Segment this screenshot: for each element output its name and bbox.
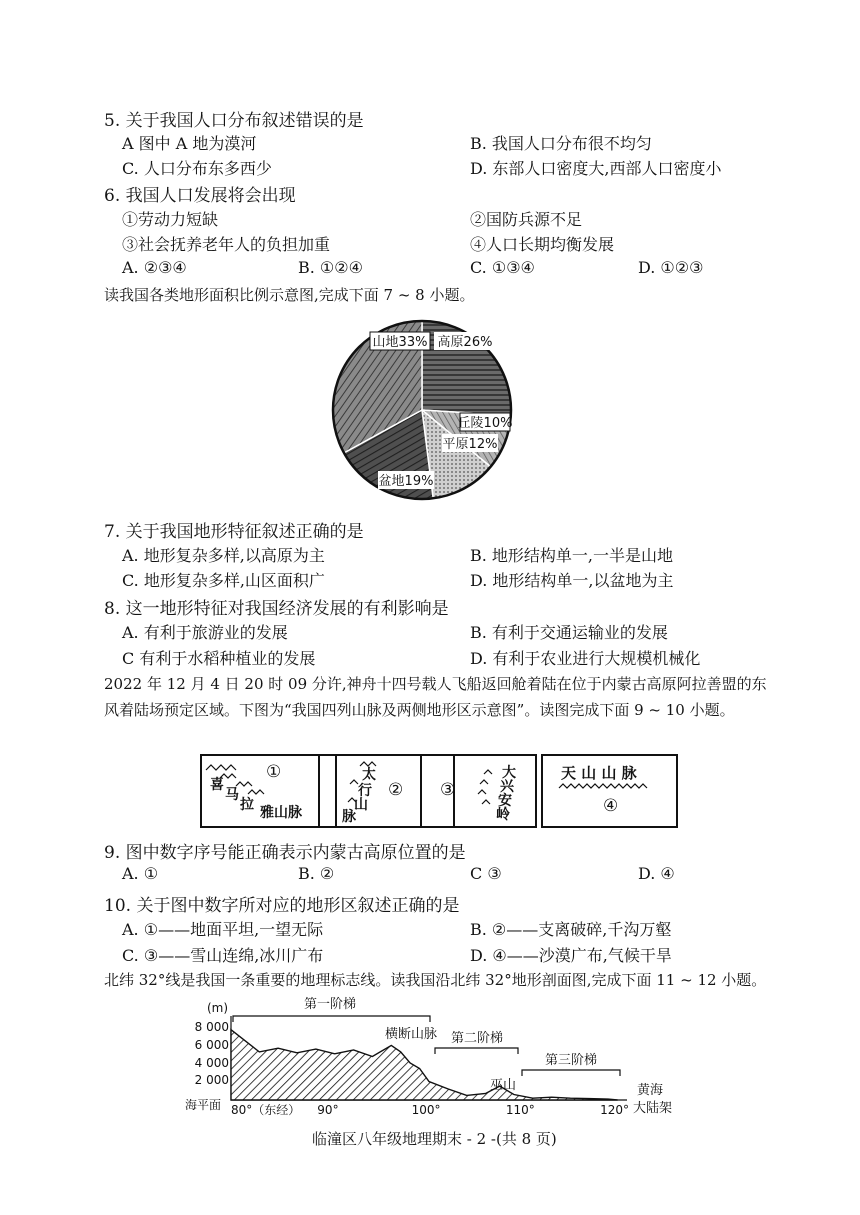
landform-pie-chart bbox=[330, 318, 514, 502]
q6-stem: 6. 我国人口发展将会出现 bbox=[104, 186, 296, 206]
profile-xtick: 120° bbox=[600, 1103, 630, 1117]
profile-xtick: 110° bbox=[505, 1103, 535, 1117]
panel-1-char-2: 马 bbox=[225, 787, 239, 803]
panel-3 bbox=[420, 754, 537, 828]
panel-3-char-2: 兴 bbox=[500, 779, 514, 795]
q8-stem: 8. 这一地形特征对我国经济发展的有利影响是 bbox=[104, 599, 449, 619]
panel-2-char-3: 山 bbox=[354, 797, 368, 813]
profile-xtick: 90° bbox=[317, 1103, 339, 1117]
profile-yellow-sea: 黄海 bbox=[637, 1083, 664, 1098]
q8-option-b: B. 有利于交通运输业的发展 bbox=[470, 623, 668, 642]
q10-stem: 10. 关于图中数字所对应的地形区叙述正确的是 bbox=[104, 896, 460, 916]
profile-step1: 第一阶梯 bbox=[303, 997, 357, 1012]
q7-option-b: B. 地形结构单一,一半是山地 bbox=[470, 546, 674, 565]
profile-step2: 第二阶梯 bbox=[450, 1031, 504, 1046]
profile-wushan: 巫山 bbox=[490, 1078, 517, 1093]
profile-ytick-8000: 8 000 bbox=[194, 1020, 229, 1034]
q9-option-c: C ③ bbox=[470, 864, 502, 883]
q6-statement-2: ②国防兵源不足 bbox=[470, 210, 583, 229]
profile-ytick-6000: 6 000 bbox=[194, 1038, 229, 1052]
profile-shelf: 大陆架 bbox=[633, 1101, 673, 1116]
q6-statement-4: ④人口长期均衡发展 bbox=[470, 235, 615, 254]
q6-option-b: B. ①②④ bbox=[298, 258, 363, 277]
q8-option-a: A. 有利于旅游业的发展 bbox=[122, 623, 288, 642]
panel-4 bbox=[541, 754, 678, 828]
passage-9-10: 2022 年 12 月 4 日 20 时 09 分许,神舟十四号载人飞船返回舱着陆在位于内蒙古高原阿拉善盟的东风着陆场预定区域。下图为“我国四列山脉及两侧地形区示意图”。读图完成下面 9 ~ 10 小题。 bbox=[104, 675, 767, 719]
panel-2-number: ② bbox=[388, 780, 404, 800]
panel-2-char-2: 行 bbox=[358, 783, 372, 799]
q6-option-d: D. ①②③ bbox=[638, 258, 704, 277]
q10-option-b: B. ②——支离破碎,千沟万壑 bbox=[470, 920, 672, 939]
q8-option-d: D. 有利于农业进行大规模机械化 bbox=[470, 649, 701, 668]
pie-label-plain: 平原12% bbox=[442, 437, 498, 452]
panel-3-char-3: 安 bbox=[498, 793, 512, 809]
q7-option-a: A. 地形复杂多样,以高原为主 bbox=[122, 546, 325, 565]
profile-xtick: 80°（东经） bbox=[231, 1103, 301, 1117]
q5-stem: 5. 关于我国人口分布叙述错误的是 bbox=[104, 111, 364, 131]
pie-label-mountain: 山地33% bbox=[372, 335, 428, 350]
q7-option-d: D. 地形结构单一,以盆地为主 bbox=[470, 571, 674, 590]
q6-statement-1: ①劳动力短缺 bbox=[122, 210, 219, 229]
panel-4-number: ④ bbox=[603, 796, 619, 816]
lead-11-12: 北纬 32°线是我国一条重要的地理标志线。读我国沿北纬 32°地形剖面图,完成下面 11 ~ 12 小题。 bbox=[104, 971, 767, 989]
q10-option-d: D. ④——沙漠广布,气候干旱 bbox=[470, 946, 672, 965]
page-footer: 临潼区八年级地理期末 - 2 -(共 8 页) bbox=[312, 1130, 557, 1148]
q9-option-b: B. ② bbox=[298, 864, 335, 883]
profile-unit: (m) bbox=[207, 1001, 229, 1015]
lead-7-8: 读我国各类地形面积比例示意图,完成下面 7 ~ 8 小题。 bbox=[104, 286, 475, 304]
q9-stem: 9. 图中数字序号能正确表示内蒙古高原位置的是 bbox=[104, 843, 466, 863]
q5-option-a: A 图中 A 地为漠河 bbox=[122, 134, 257, 153]
profile-ytick-4000: 4 000 bbox=[194, 1056, 229, 1070]
panel-4-title: 天 山 山 脉 bbox=[561, 764, 637, 782]
panel-3-char-1: 大 bbox=[502, 765, 516, 781]
panel-2-char-1: 太 bbox=[362, 767, 376, 783]
panel-2-char-4: 脉 bbox=[342, 809, 356, 825]
profile-step3: 第三阶梯 bbox=[544, 1053, 598, 1068]
q6-option-a: A. ②③④ bbox=[122, 258, 187, 277]
q5-option-d: D. 东部人口密度大,西部人口密度小 bbox=[470, 159, 722, 178]
profile-chart bbox=[185, 996, 705, 1121]
panel-1-char-1: 喜 bbox=[210, 777, 224, 793]
panel-3-number: ③ bbox=[440, 780, 456, 800]
q9-option-a: A. ① bbox=[122, 864, 159, 883]
pie-label-plateau: 高原26% bbox=[437, 335, 493, 350]
panel-1-number: ① bbox=[266, 762, 282, 782]
q9-option-d: D. ④ bbox=[638, 864, 675, 883]
q8-option-c: C 有利于水稻种植业的发展 bbox=[122, 649, 316, 668]
profile-xtick: 100° bbox=[411, 1103, 441, 1117]
panel-1 bbox=[200, 754, 337, 828]
q6-option-c: C. ①③④ bbox=[470, 258, 535, 277]
q5-option-c: C. 人口分布东多西少 bbox=[122, 159, 272, 178]
pie-label-basin: 盆地19% bbox=[378, 474, 434, 489]
q10-option-c: C. ③——雪山连绵,冰川广布 bbox=[122, 946, 324, 965]
q10-option-a: A. ①——地面平坦,一望无际 bbox=[122, 920, 324, 939]
panel-3-char-4: 岭 bbox=[496, 807, 510, 823]
profile-hengduan: 横断山脉 bbox=[385, 1027, 438, 1042]
panel-1-char-3: 拉 bbox=[240, 797, 254, 813]
profile-ytick-2000: 2 000 bbox=[194, 1073, 229, 1087]
q7-option-c: C. 地形复杂多样,山区面积广 bbox=[122, 571, 325, 590]
q6-statement-3: ③社会抚养老年人的负担加重 bbox=[122, 235, 331, 254]
q5-option-b: B. 我国人口分布很不均匀 bbox=[470, 134, 652, 153]
q7-stem: 7. 关于我国地形特征叙述正确的是 bbox=[104, 522, 364, 542]
pie-label-hills: 丘陵10% bbox=[457, 416, 513, 431]
profile-sea-level: 海平面 bbox=[185, 1098, 222, 1112]
panel-1-rest: 雅山脉 bbox=[260, 805, 302, 821]
